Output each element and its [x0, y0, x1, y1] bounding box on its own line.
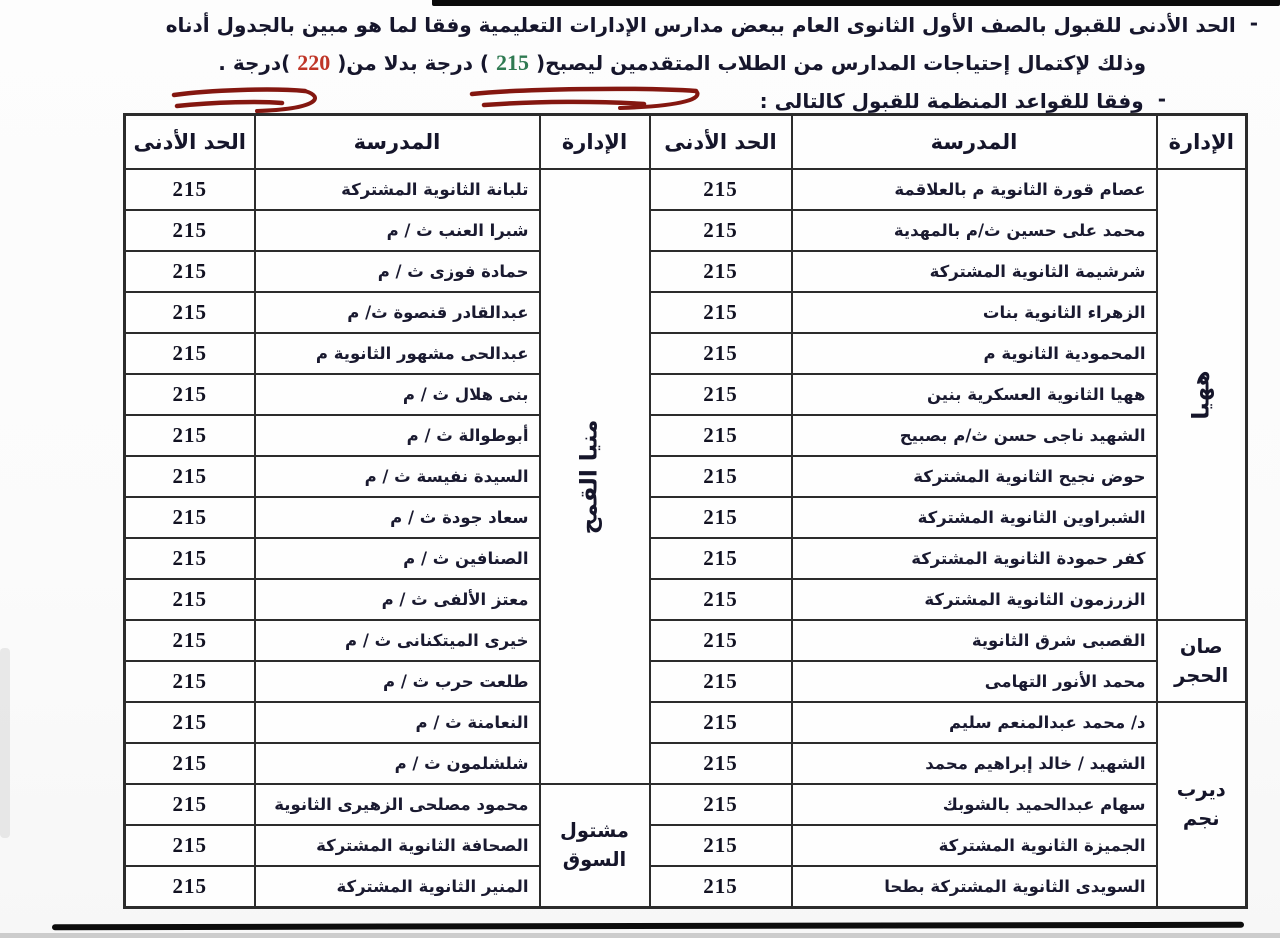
school-name-cell: شبرا العنب ث / م	[255, 210, 540, 251]
school-name-cell: محمد على حسين ث/م بالمهدية	[792, 210, 1157, 251]
administration-cell	[1157, 702, 1247, 907]
min-score-cell: 215	[125, 374, 255, 415]
old-score-highlight: 220	[297, 50, 331, 75]
min-score-cell: 215	[650, 415, 792, 456]
min-score-cell: 215	[125, 702, 255, 743]
table-row	[125, 456, 1247, 497]
intro-text-block	[10, 6, 1258, 120]
scan-smudge	[0, 648, 10, 838]
acceptance-table	[123, 113, 1248, 909]
school-name-cell: كفر حمودة الثانوية المشتركة	[792, 538, 1157, 579]
min-score-cell: 215	[650, 661, 792, 702]
table-row	[125, 866, 1247, 907]
table-row	[125, 702, 1247, 743]
min-score-cell: 215	[125, 661, 255, 702]
school-name-cell: المحمودية الثانوية م	[792, 333, 1157, 374]
school-name-cell: السويدى الثانوية المشتركة بطحا	[792, 866, 1157, 907]
table-row	[125, 661, 1247, 702]
school-name-cell: الصنافين ث / م	[255, 538, 540, 579]
min-score-cell: 215	[650, 784, 792, 825]
intro-line-3-text: وفقا للقواعد المنظمة للقبول كالتالى :	[759, 89, 1144, 113]
bullet-dash: -	[1157, 87, 1166, 111]
min-score-cell: 215	[125, 292, 255, 333]
school-name-cell: ههيا الثانوية العسكرية بنين	[792, 374, 1157, 415]
school-name-cell: سعاد جودة ث / م	[255, 497, 540, 538]
table-row	[125, 743, 1247, 784]
school-name-cell: الزهراء الثانوية بنات	[792, 292, 1157, 333]
table-header-row	[125, 115, 1247, 170]
min-score-cell: 215	[650, 251, 792, 292]
min-score-cell: 215	[650, 702, 792, 743]
school-name-cell: طلعت حرب ث / م	[255, 661, 540, 702]
administration-label: ديرب نجم	[1176, 778, 1226, 831]
intro-line-1-text: الحد الأدنى للقبول بالصف الأول الثانوى العام ببعض مدارس الإدارات التعليمية وفقا لما هو مبين بالجدول أدناه	[165, 13, 1236, 37]
school-name-cell: الشهيد ناجى حسن ث/م بصبيح	[792, 415, 1157, 456]
table-row	[125, 579, 1247, 620]
min-score-cell: 215	[650, 866, 792, 907]
min-score-cell: 215	[650, 374, 792, 415]
school-name-cell: حمادة فوزى ث / م	[255, 251, 540, 292]
scan-bottom-edge	[0, 933, 1280, 938]
school-name-cell: النعامنة ث / م	[255, 702, 540, 743]
intro-line-2	[10, 44, 1258, 82]
acceptance-table-body	[125, 169, 1247, 907]
school-name-cell: تلبانة الثانوية المشتركة	[255, 169, 540, 210]
intro-line-2-mid: ) درجة بدلا من(	[330, 51, 497, 75]
school-name-cell: القصبى شرق الثانوية	[792, 620, 1157, 661]
min-score-cell: 215	[650, 579, 792, 620]
min-score-cell: 215	[125, 743, 255, 784]
school-name-cell: د/ محمد عبدالمنعم سليم	[792, 702, 1157, 743]
school-name-cell: الشبراوين الثانوية المشتركة	[792, 497, 1157, 538]
school-name-cell: الصحافة الثانوية المشتركة	[255, 825, 540, 866]
header-administration-left: الإدارة	[540, 115, 650, 170]
school-name-cell: حوض نجيح الثانوية المشتركة	[792, 456, 1157, 497]
header-minimum-left: الحد الأدنى	[125, 115, 255, 170]
min-score-cell: 215	[650, 292, 792, 333]
header-administration-right: الإدارة	[1157, 115, 1247, 170]
administration-cell	[540, 784, 650, 907]
table-row	[125, 210, 1247, 251]
school-name-cell: خيرى الميتكنانى ث / م	[255, 620, 540, 661]
min-score-highlight: 215	[496, 50, 530, 75]
school-name-cell: شلشلمون ث / م	[255, 743, 540, 784]
min-score-cell: 215	[125, 579, 255, 620]
min-score-cell: 215	[125, 538, 255, 579]
intro-line-1	[10, 6, 1258, 44]
min-score-cell: 215	[125, 251, 255, 292]
school-name-cell: السيدة نفيسة ث / م	[255, 456, 540, 497]
administration-label: ههيا	[1188, 369, 1215, 420]
school-name-cell: شرشيمة الثانوية المشتركة	[792, 251, 1157, 292]
administration-cell	[1157, 620, 1247, 702]
school-name-cell: المنير الثانوية المشتركة	[255, 866, 540, 907]
table-row	[125, 251, 1247, 292]
bullet-dash: -	[1249, 11, 1258, 35]
administration-label: صان الحجر	[1174, 634, 1229, 687]
school-name-cell: عبدالحى مشهور الثانوية م	[255, 333, 540, 374]
min-score-cell: 215	[125, 497, 255, 538]
min-score-cell: 215	[650, 825, 792, 866]
min-score-cell: 215	[125, 620, 255, 661]
header-school-right: المدرسة	[792, 115, 1157, 170]
school-name-cell: أبوطوالة ث / م	[255, 415, 540, 456]
min-score-cell: 215	[125, 210, 255, 251]
header-school-left: المدرسة	[255, 115, 540, 170]
min-score-cell: 215	[650, 743, 792, 784]
min-score-cell: 215	[650, 169, 792, 210]
min-score-cell: 215	[125, 169, 255, 210]
table-row	[125, 784, 1247, 825]
min-score-cell: 215	[125, 333, 255, 374]
min-score-cell: 215	[650, 210, 792, 251]
school-name-cell: محمود مصلحى الزهيرى الثانوية	[255, 784, 540, 825]
school-name-cell: محمد الأنور التهامى	[792, 661, 1157, 702]
min-score-cell: 215	[125, 456, 255, 497]
table-row	[125, 415, 1247, 456]
table-row	[125, 538, 1247, 579]
intro-line-2-text: وذلك لإكتمال إحتياجات المدارس من الطلاب المتقدمين ليصبح(	[529, 51, 1146, 75]
min-score-cell: 215	[125, 784, 255, 825]
min-score-cell: 215	[650, 620, 792, 661]
table-row	[125, 825, 1247, 866]
scan-bottom-black-line	[52, 922, 1244, 930]
header-minimum-right: الحد الأدنى	[650, 115, 792, 170]
table-row	[125, 497, 1247, 538]
school-name-cell: بنى هلال ث / م	[255, 374, 540, 415]
intro-line-2-end: )درجة .	[218, 51, 298, 75]
min-score-cell: 215	[125, 866, 255, 907]
min-score-cell: 215	[125, 415, 255, 456]
administration-cell	[1157, 169, 1247, 620]
school-name-cell: الجميزة الثانوية المشتركة	[792, 825, 1157, 866]
administration-cell	[540, 169, 650, 784]
table-row	[125, 333, 1247, 374]
school-name-cell: سهام عبدالحميد بالشوبك	[792, 784, 1157, 825]
school-name-cell: الشهيد / خالد إبراهيم محمد	[792, 743, 1157, 784]
table-row	[125, 620, 1247, 661]
administration-label: منيا القمح	[576, 419, 603, 534]
table-row	[125, 169, 1247, 210]
min-score-cell: 215	[125, 825, 255, 866]
table-row	[125, 374, 1247, 415]
administration-label: مشتول السوق	[559, 819, 630, 872]
min-score-cell: 215	[650, 538, 792, 579]
min-score-cell: 215	[650, 456, 792, 497]
school-name-cell: عبدالقادر قنصوة ث/ م	[255, 292, 540, 333]
school-name-cell: عصام قورة الثانوية م بالعلاقمة	[792, 169, 1157, 210]
min-score-cell: 215	[650, 333, 792, 374]
table-row	[125, 292, 1247, 333]
school-name-cell: الزرزمون الثانوية المشتركة	[792, 579, 1157, 620]
school-name-cell: معتز الألفى ث / م	[255, 579, 540, 620]
min-score-cell: 215	[650, 497, 792, 538]
